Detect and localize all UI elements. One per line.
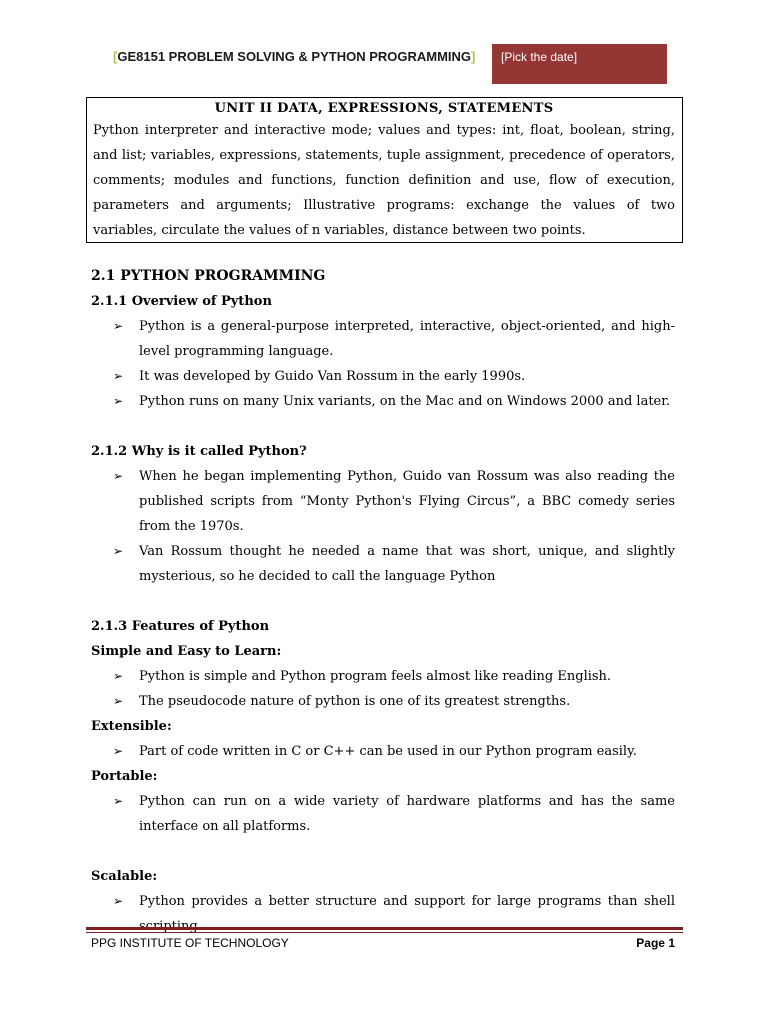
portable-list xyxy=(91,789,675,839)
footer-divider-thin xyxy=(86,932,683,933)
bracket-close: ] xyxy=(471,49,476,64)
footer-divider xyxy=(86,927,683,930)
section-2-1-2-heading: 2.1.2 Why is it called Python? xyxy=(91,444,307,459)
list-item: ➢ Python can run on a wide variety of hardware platforms and has the same interface on all platforms. xyxy=(91,789,675,839)
list-item: ➢ Part of code written in C or C++ can be used in our Python program easily. xyxy=(91,739,675,764)
extensible-list xyxy=(91,739,675,764)
footer-institute: PPG INSTITUTE OF TECHNOLOGY xyxy=(91,936,289,950)
simple-heading: Simple and Easy to Learn: xyxy=(91,644,282,659)
list-item: ➢ Python runs on many Unix variants, on the Mac and on Windows 2000 and later. xyxy=(91,389,675,414)
document-body xyxy=(91,264,675,939)
section-2-1-1-heading: 2.1.1 Overview of Python xyxy=(91,294,272,309)
section-2-1-3-heading: 2.1.3 Features of Python xyxy=(91,619,270,634)
list-item: ➢ Van Rossum thought he needed a name that was short, unique, and slightly mysterious, so he decided to call the language Python xyxy=(91,539,675,589)
why-python-list xyxy=(91,464,675,589)
list-item: ➢ Python is simple and Python program feels almost like reading English. xyxy=(91,664,675,689)
list-item: ➢ When he began implementing Python, Guido van Rossum was also reading the published scripts from “Monty Python's Flying Circus”, a BBC comedy series from the 1970s. xyxy=(91,464,675,539)
course-title-text: GE8151 PROBLEM SOLVING & PYTHON PROGRAMMING xyxy=(117,49,472,64)
scalable-heading: Scalable: xyxy=(91,869,158,884)
list-item: ➢ It was developed by Guido Van Rossum in the early 1990s. xyxy=(91,364,675,389)
list-item: ➢ The pseudocode nature of python is one of its greatest strengths. xyxy=(91,689,675,714)
unit-syllabus-box xyxy=(86,97,683,243)
list-item: ➢ Python is a general-purpose interpreted, interactive, object-oriented, and high-level programming language. xyxy=(91,314,675,364)
unit-title: UNIT II DATA, EXPRESSIONS, STATEMENTS xyxy=(214,101,554,116)
list-item: ➢ Python provides a better structure and support for large programs than shell xyxy=(91,889,675,939)
section-2-1-heading: 2.1 PYTHON PROGRAMMING xyxy=(91,268,326,284)
bracket-open: [ xyxy=(113,49,118,64)
page-header xyxy=(113,44,667,84)
page-number: Page 1 xyxy=(636,936,675,950)
portable-heading: Portable: xyxy=(91,769,158,784)
date-field[interactable]: [Pick the date] xyxy=(492,44,667,84)
overview-list xyxy=(91,314,675,414)
extensible-heading: Extensible: xyxy=(91,719,172,734)
unit-syllabus-text: Python interpreter and interactive mode; values and types: int, float, boolean, string, and list; variables, expressions, statements, tuple assignment, precedence of operators, comments; modules and functions, function definition and use, flow of execution, parameters and arguments; Illustrative programs: exchange the values of two variables, circulate the values of n variables, distance between two points. xyxy=(93,123,675,238)
course-title xyxy=(113,44,475,84)
simple-list xyxy=(91,664,675,714)
